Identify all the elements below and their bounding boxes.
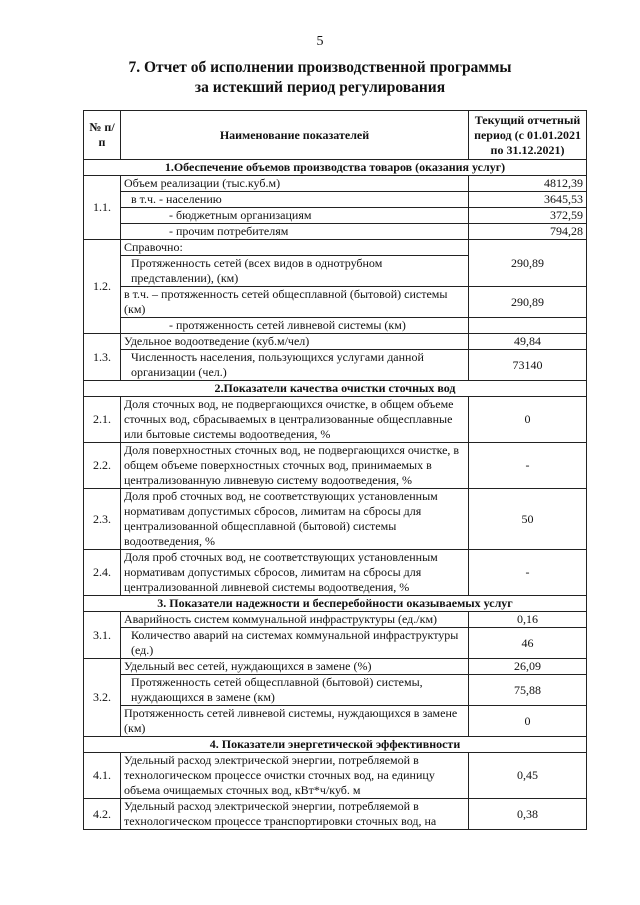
table-row [84,318,587,334]
row-number: 4.1. [84,753,121,799]
row-number: 3.1. [84,612,121,659]
indicator-value: 4812,39 [469,176,587,192]
row-number: 3.2. [84,659,121,737]
indicator-name: Протяженность сетей (всех видов в однотрубном представлении), (км) [121,256,469,287]
table-row [84,192,587,208]
section-row [84,596,587,612]
table-row [84,628,587,659]
table-row [84,753,587,799]
header-value: Текущий отчетный период (с 01.01.2021 по 31.12.2021) [469,111,587,160]
indicator-name: Аварийность систем коммунальной инфраструктуры (ед./км) [121,612,469,628]
indicator-name: в т.ч. - населению [121,192,469,208]
indicator-value: 50 [469,489,587,550]
indicator-name: Удельное водоотведение (куб.м/чел) [121,334,469,350]
table-row [84,176,587,192]
table-row [84,443,587,489]
indicator-name: Удельный вес сетей, нуждающихся в замене (%) [121,659,469,675]
indicator-value: 49,84 [469,334,587,350]
table-row [84,224,587,240]
table-row [84,706,587,737]
section-row [84,160,587,176]
indicator-name: Протяженность сетей общесплавной (бытовой) системы, нуждающихся в замене (км) [121,675,469,706]
title-line-1: 7. Отчет об исполнении производственной программы [128,59,512,76]
indicator-value: 290,89 [469,287,587,318]
title-line-2: за истекший период регулирования [194,79,446,96]
row-number: 4.2. [84,799,121,830]
table-row [84,350,587,381]
indicator-value: 290,89 [469,240,587,287]
indicator-name: Объем реализации (тыс.куб.м) [121,176,469,192]
indicator-value: 794,28 [469,224,587,240]
indicator-value: 0,16 [469,612,587,628]
indicator-value: 26,09 [469,659,587,675]
report-table [83,110,587,830]
row-number: 2.4. [84,550,121,596]
indicator-name: Доля проб сточных вод, не соответствующих установленным нормативам допустимых сбросов, лимитам на сбросы для централизованной ливневой системы водоотведения, % [121,550,469,596]
row-number: 1.1. [84,176,121,240]
indicator-value: 372,59 [469,208,587,224]
indicator-value: 46 [469,628,587,659]
table-row [84,659,587,675]
header-num: № п/п [84,111,121,160]
row-number: 1.2. [84,240,121,334]
section-row [84,737,587,753]
indicator-value: 0,38 [469,799,587,830]
table-row [84,397,587,443]
indicator-value: 0 [469,706,587,737]
section-title: 3. Показатели надежности и бесперебойности оказываемых услуг [84,596,587,612]
indicator-value: - [469,443,587,489]
indicator-value: 0 [469,397,587,443]
indicator-name: Удельный расход электрической энергии, потребляемой в технологическом процессе очистки сточных вод, на единицу объема очищаемых сточных вод, кВт*ч/куб. м [121,753,469,799]
section-title: 4. Показатели энергетической эффективности [84,737,587,753]
indicator-name: - прочим потребителям [121,224,469,240]
indicator-name: Доля поверхностных сточных вод, не подвергающихся очистке, в общем объеме поверхностных сточных вод, принимаемых в централизованную ливневую систему водоотведения, % [121,443,469,489]
table-row [84,489,587,550]
table-row [84,334,587,350]
row-number: 2.2. [84,443,121,489]
indicator-name: Численность населения, пользующихся услугами данной организации (чел.) [121,350,469,381]
indicator-name: Удельный расход электрической энергии, потребляемой в технологическом процессе транспортировки сточных вод, на [121,799,469,830]
page-number: 5 [316,34,324,49]
indicator-value: - [469,550,587,596]
section-row [84,381,587,397]
section-title: 2.Показатели качества очистки сточных вод [84,381,587,397]
table-row [84,612,587,628]
row-number: 2.3. [84,489,121,550]
indicator-name: в т.ч. – протяженность сетей общесплавной (бытовой) системы (км) [121,287,469,318]
indicator-name: Справочно: [121,240,469,256]
section-title: 1.Обеспечение объемов производства товаров (оказания услуг) [84,160,587,176]
indicator-value: 3645,53 [469,192,587,208]
table-row [84,675,587,706]
indicator-name: Протяженность сетей ливневой системы, нуждающихся в замене (км) [121,706,469,737]
indicator-value: 75,88 [469,675,587,706]
row-number: 1.3. [84,334,121,381]
indicator-value [469,318,587,334]
table-header-row [84,111,587,160]
indicator-name: - бюджетным организациям [121,208,469,224]
indicator-name: Количество аварий на системах коммунальной инфраструктуры (ед.) [121,628,469,659]
indicator-name: Доля сточных вод, не подвергающихся очистке, в общем объеме сточных вод, сбрасываемых в централизованные общесплавные или бытовые системы водоотведения, % [121,397,469,443]
page-title [0,58,640,98]
header-name: Наименование показателей [121,111,469,160]
table-row [84,208,587,224]
table-row [84,550,587,596]
table-row [84,287,587,318]
indicator-value: 0,45 [469,753,587,799]
indicator-value: 73140 [469,350,587,381]
table-row [84,240,587,256]
table-row [84,799,587,830]
indicator-name: - протяженность сетей ливневой системы (км) [121,318,469,334]
indicator-name: Доля проб сточных вод, не соответствующих установленным нормативам допустимых сбросов, лимитам на сбросы для централизованной общесплавной (бытовой) системы водоотведения, % [121,489,469,550]
row-number: 2.1. [84,397,121,443]
